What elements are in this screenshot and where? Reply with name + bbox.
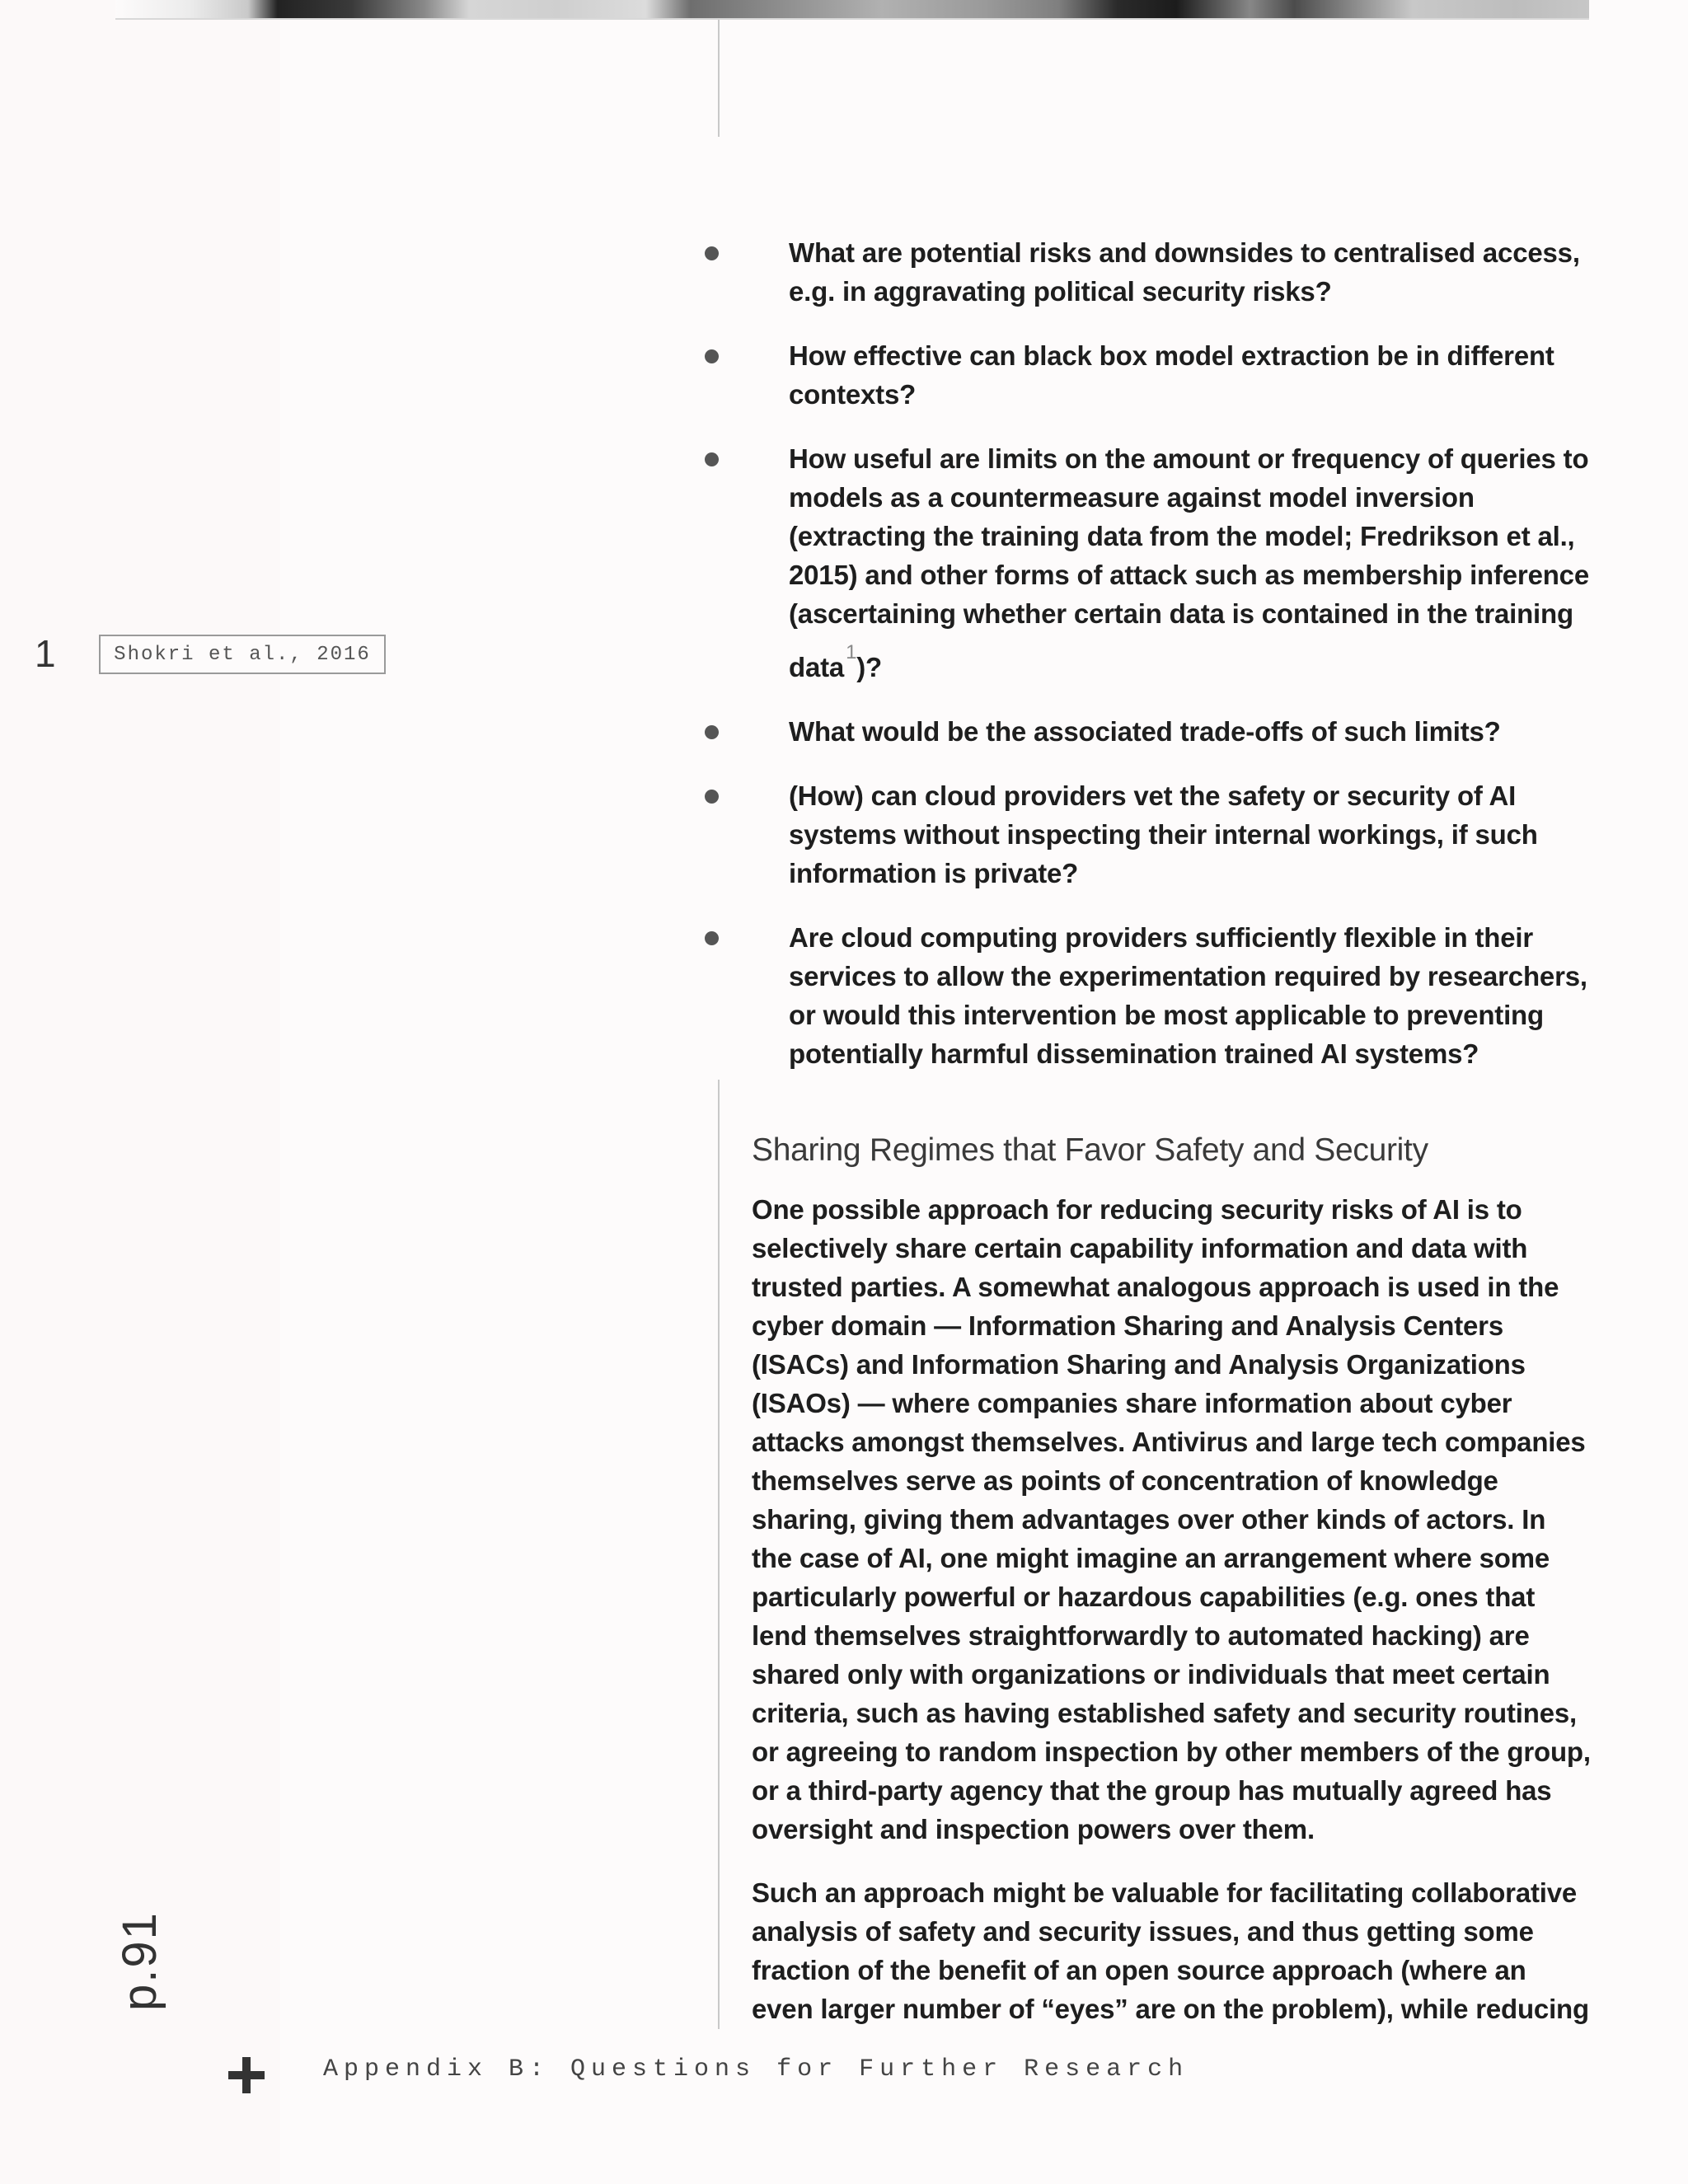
list-item-text: (How) can cloud providers vet the safety or security of AI systems without inspecting their internal workings, if such information is private? <box>789 780 1538 888</box>
section-paragraph: One possible approach for reducing security risks of AI is to selectively share certain capability information and data with trusted parties. A somewhat analogous approach is used in the cyber domain — Information Sharing and Analysis Centers (ISACs) and Information Sharing and Analysis Organizations (ISAOs) — where companies share information about cyber attacks amongst themselves. Antivirus and large tech companies themselves serve as points of concentration of knowledge sharing, giving them advantages over other kinds of actors. In the case of AI, one might imagine an arrangement where some particularly powerful or hazardous capabilities (e.g. ones that lend themselves straightforwardly to automated hacking) are shared only with organizations or individuals that meet certain criteria, such as having established safety and security routines, or agreeing to random inspection by other members of the group, or a third-party agency that the group has mutually agreed has oversight and inspection powers over them. <box>752 1194 1591 1844</box>
left-margin-band <box>0 0 280 2184</box>
list-item-text: How effective can black box model extraction be in different contexts? <box>789 340 1554 410</box>
list-item-text: How useful are limits on the amount or frequency of queries to models as a countermeasure against model inversion (extracting the training data from the model; Fredrikson et al., 2015) and other forms of attack such as membership inference (ascertaining whether certain data is contained in the training data <box>789 443 1589 682</box>
list-item <box>705 776 1595 893</box>
plus-icon <box>228 2057 265 2093</box>
bullet-icon <box>705 790 719 804</box>
column-divider-section <box>718 1080 720 2029</box>
section-heading: Sharing Regimes that Favor Safety and Security <box>752 1132 1428 1168</box>
list-item-text: Are cloud computing providers sufficiently flexible in their services to allow the experimentation required by researchers, or would this intervention be most applicable to preventing potentially harmful dissemination trained AI systems? <box>789 922 1587 1069</box>
list-item-suffix: )? <box>856 652 882 682</box>
list-item <box>705 233 1595 311</box>
bullet-icon <box>705 349 719 363</box>
list-item <box>705 712 1595 751</box>
section-sharing-regimes <box>752 1129 1592 2053</box>
bullet-icon <box>705 725 719 739</box>
bullet-icon <box>705 931 719 945</box>
footer-chapter-title: Appendix B: Questions for Further Research <box>323 2055 1189 2083</box>
page-number: p.91 <box>113 1911 166 2011</box>
section-paragraph: Such an approach might be valuable for facilitating collaborative analysis of safety and security issues, and thus getting some fraction of the benefit of an open source approach (where an even larger number of “eyes” are on the problem), while reducing <box>752 1877 1589 2024</box>
footnote-marker[interactable]: 1 <box>846 641 857 663</box>
column-divider-top <box>718 20 720 137</box>
sidenote-number: 1 <box>35 632 56 675</box>
list-item-text: What are potential risks and downsides to centralised access, e.g. in aggravating political security risks? <box>789 237 1580 307</box>
bullet-icon <box>705 452 719 466</box>
list-item-text: What would be the associated trade-offs of such limits? <box>789 716 1501 747</box>
list-item <box>705 439 1595 687</box>
header-gradient-bar <box>115 0 1589 18</box>
header-rule <box>115 18 1589 20</box>
list-item <box>705 918 1595 1073</box>
bullet-icon <box>705 246 719 260</box>
list-item <box>705 336 1595 414</box>
sidenote-reference: Shokri et al., 2016 <box>99 635 386 674</box>
research-questions-list <box>705 233 1595 1099</box>
